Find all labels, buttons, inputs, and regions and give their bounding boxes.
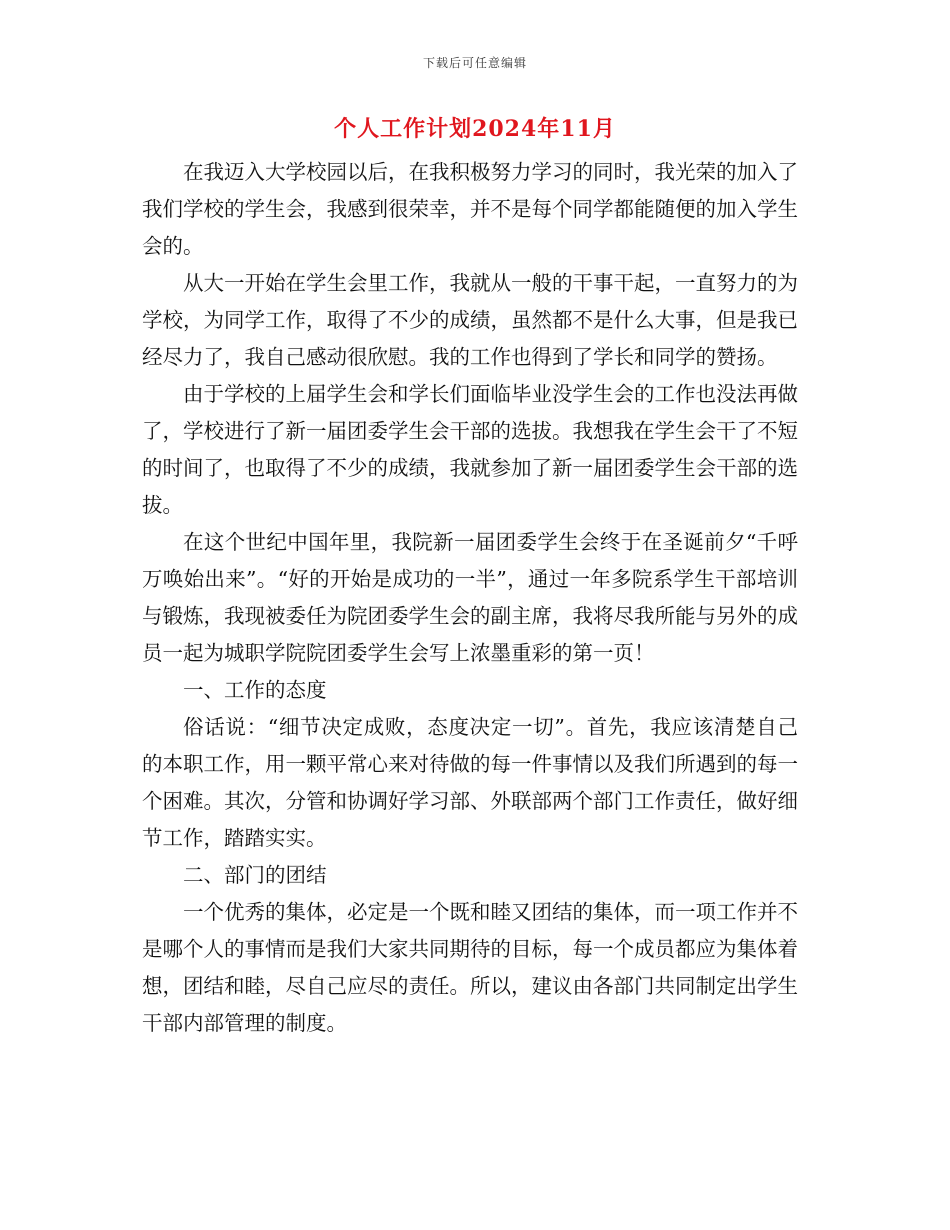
section-heading-attitude: 一、工作的态度 <box>183 678 327 702</box>
document-title: 个人工作计划2024年11月 <box>334 116 616 142</box>
section-heading-unity: 二、部门的团结 <box>183 863 327 887</box>
paragraph-attitude: 俗话说：“细节决定成败，态度决定一切”。首先，我应该清楚自己的本职工作，用一颗平常心来对待做的每一件事情以及我们所遇到的每一个困难。其次，分管和协调好学习部、外联部两个部门工作责任，做好细节工作，踏踏实实。 <box>142 715 798 850</box>
paragraph-new-committee: 在这个世纪中国年里，我院新一届团委学生会终于在圣诞前夕“千呼万唤始出来”。“好的开始是成功的一半”，通过一年多院系学生干部培训与锻炼，我现被委任为院团委学生会的副主席，我将尽我所能与另外的成员一起为城职学院院团委学生会写上浓墨重彩的第一页！ <box>142 530 798 665</box>
paragraph-unity: 一个优秀的集体，必定是一个既和睦又团结的集体，而一项工作并不是哪个人的事情而是我们大家共同期待的目标，每一个成员都应为集体着想，团结和睦，尽自己应尽的责任。所以，建议由各部门共同制定出学生干部内部管理的制度。 <box>142 900 798 1035</box>
paragraph-work-experience: 从大一开始在学生会里工作，我就从一般的干事干起，一直努力的为学校，为同学工作，取得了不少的成绩，虽然都不是什么大事，但是我已经尽力了，我自己感动很欣慰。我的工作也得到了学长和同学的赞扬。 <box>142 271 798 369</box>
document-body <box>142 154 798 1042</box>
header-note: 下载后可任意编辑 <box>422 56 527 70</box>
paragraph-election: 由于学校的上届学生会和学长们面临毕业没学生会的工作也没法再做了，学校进行了新一届团委学生会干部的选拔。我想我在学生会干了不短的时间了，也取得了不少的成绩，我就参加了新一届团委学生会干部的选拔。 <box>142 382 798 517</box>
paragraph-intro: 在我迈入大学校园以后，在我积极努力学习的同时，我光荣的加入了我们学校的学生会，我感到很荣幸，并不是每个同学都能随便的加入学生会的。 <box>142 160 798 258</box>
